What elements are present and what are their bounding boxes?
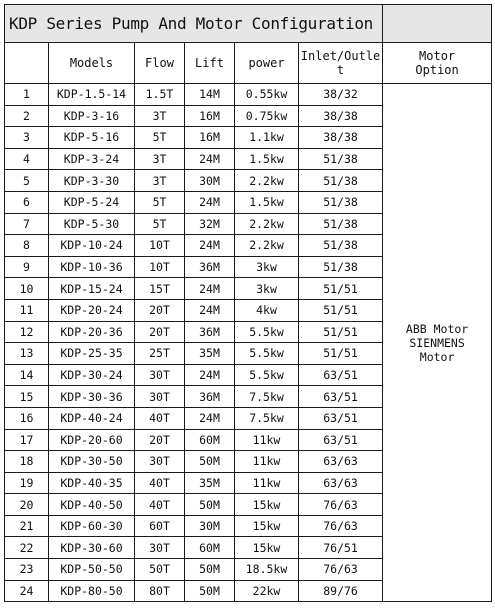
- cell-no: 17: [5, 429, 49, 451]
- cell-no: 22: [5, 537, 49, 559]
- cell-no: 13: [5, 343, 49, 365]
- cell-power: 3kw: [235, 256, 299, 278]
- cell-model: KDP-3-24: [49, 148, 135, 170]
- cell-model: KDP-30-36: [49, 386, 135, 408]
- cell-power: 11kw: [235, 429, 299, 451]
- cell-lift: 35M: [185, 343, 235, 365]
- cell-flow: 30T: [135, 451, 185, 473]
- motor-option-line: ABB Motor: [405, 321, 469, 336]
- cell-lift: 24M: [185, 278, 235, 300]
- cell-inlet-outlet: 76/63: [299, 559, 383, 581]
- header-models: Models: [49, 43, 135, 84]
- cell-power: 5.5kw: [235, 321, 299, 343]
- cell-inlet-outlet: 51/38: [299, 148, 383, 170]
- cell-model: KDP-60-30: [49, 515, 135, 537]
- cell-inlet-outlet: 76/63: [299, 494, 383, 516]
- cell-no: 15: [5, 386, 49, 408]
- cell-power: 7.5kw: [235, 386, 299, 408]
- cell-lift: 50M: [185, 580, 235, 602]
- cell-model: KDP-5-16: [49, 127, 135, 149]
- cell-flow: 5T: [135, 127, 185, 149]
- cell-power: 2.2kw: [235, 170, 299, 192]
- cell-power: 3kw: [235, 278, 299, 300]
- cell-flow: 50T: [135, 559, 185, 581]
- cell-no: 3: [5, 127, 49, 149]
- cell-flow: 30T: [135, 364, 185, 386]
- cell-lift: 24M: [185, 235, 235, 257]
- cell-flow: 5T: [135, 213, 185, 235]
- cell-power: 1.5kw: [235, 148, 299, 170]
- cell-lift: 36M: [185, 321, 235, 343]
- cell-inlet-outlet: 38/32: [299, 84, 383, 106]
- cell-inlet-outlet: 51/51: [299, 321, 383, 343]
- cell-inlet-outlet: 63/51: [299, 364, 383, 386]
- cell-no: 6: [5, 191, 49, 213]
- cell-flow: 80T: [135, 580, 185, 602]
- cell-inlet-outlet: 89/76: [299, 580, 383, 602]
- cell-lift: 24M: [185, 364, 235, 386]
- cell-power: 2.2kw: [235, 213, 299, 235]
- title-row: [5, 5, 492, 43]
- cell-no: 18: [5, 451, 49, 473]
- cell-lift: 35M: [185, 472, 235, 494]
- cell-model: KDP-30-60: [49, 537, 135, 559]
- cell-power: 5.5kw: [235, 364, 299, 386]
- cell-no: 16: [5, 407, 49, 429]
- cell-model: KDP-3-16: [49, 105, 135, 127]
- cell-lift: 24M: [185, 191, 235, 213]
- cell-model: KDP-80-50: [49, 580, 135, 602]
- cell-flow: 1.5T: [135, 84, 185, 106]
- motor-option-cell: [383, 84, 492, 602]
- cell-power: 15kw: [235, 515, 299, 537]
- cell-lift: 30M: [185, 515, 235, 537]
- header-no: [5, 43, 49, 84]
- cell-model: KDP-15-24: [49, 278, 135, 300]
- cell-flow: 30T: [135, 537, 185, 559]
- cell-inlet-outlet: 63/51: [299, 429, 383, 451]
- cell-inlet-outlet: 63/63: [299, 472, 383, 494]
- cell-lift: 24M: [185, 148, 235, 170]
- cell-model: KDP-20-36: [49, 321, 135, 343]
- cell-flow: 10T: [135, 235, 185, 257]
- motor-option-line: SIENMENS: [409, 335, 465, 350]
- cell-no: 11: [5, 299, 49, 321]
- cell-power: 15kw: [235, 494, 299, 516]
- header-lift: Lift: [185, 43, 235, 84]
- cell-model: KDP-20-24: [49, 299, 135, 321]
- header-power: power: [235, 43, 299, 84]
- cell-power: 18.5kw: [235, 559, 299, 581]
- cell-no: 23: [5, 559, 49, 581]
- cell-model: KDP-25-35: [49, 343, 135, 365]
- cell-model: KDP-30-24: [49, 364, 135, 386]
- cell-no: 19: [5, 472, 49, 494]
- cell-power: 11kw: [235, 451, 299, 473]
- cell-lift: 50M: [185, 451, 235, 473]
- cell-lift: 50M: [185, 559, 235, 581]
- cell-no: 24: [5, 580, 49, 602]
- cell-power: 5.5kw: [235, 343, 299, 365]
- cell-no: 12: [5, 321, 49, 343]
- motor-option-line: Motor: [419, 349, 455, 364]
- cell-flow: 10T: [135, 256, 185, 278]
- cell-power: 4kw: [235, 299, 299, 321]
- table-title: KDP Series Pump And Motor Configuration: [5, 5, 383, 43]
- cell-model: KDP-1.5-14: [49, 84, 135, 106]
- cell-inlet-outlet: 51/38: [299, 191, 383, 213]
- cell-flow: 60T: [135, 515, 185, 537]
- cell-lift: 60M: [185, 537, 235, 559]
- table-row: [5, 84, 492, 106]
- cell-model: KDP-5-30: [49, 213, 135, 235]
- cell-inlet-outlet: 63/63: [299, 451, 383, 473]
- cell-model: KDP-10-36: [49, 256, 135, 278]
- cell-inlet-outlet: 51/38: [299, 213, 383, 235]
- title-blank-cell: [383, 5, 492, 43]
- cell-inlet-outlet: 51/38: [299, 235, 383, 257]
- cell-no: 10: [5, 278, 49, 300]
- cell-inlet-outlet: 51/38: [299, 170, 383, 192]
- header-inlet-outlet: Inlet/Outlet: [299, 43, 383, 84]
- cell-flow: 5T: [135, 191, 185, 213]
- pump-configuration-table: [4, 4, 492, 602]
- cell-inlet-outlet: 76/51: [299, 537, 383, 559]
- cell-model: KDP-40-35: [49, 472, 135, 494]
- cell-lift: 14M: [185, 84, 235, 106]
- cell-lift: 30M: [185, 170, 235, 192]
- cell-lift: 16M: [185, 105, 235, 127]
- cell-model: KDP-30-50: [49, 451, 135, 473]
- cell-power: 7.5kw: [235, 407, 299, 429]
- cell-power: 22kw: [235, 580, 299, 602]
- cell-model: KDP-40-50: [49, 494, 135, 516]
- cell-flow: 3T: [135, 105, 185, 127]
- cell-flow: 20T: [135, 299, 185, 321]
- cell-model: KDP-10-24: [49, 235, 135, 257]
- cell-inlet-outlet: 38/38: [299, 105, 383, 127]
- cell-flow: 40T: [135, 494, 185, 516]
- cell-inlet-outlet: 51/51: [299, 343, 383, 365]
- cell-lift: 50M: [185, 494, 235, 516]
- cell-flow: 3T: [135, 148, 185, 170]
- cell-power: 2.2kw: [235, 235, 299, 257]
- cell-no: 9: [5, 256, 49, 278]
- header-row: [5, 43, 492, 84]
- cell-lift: 16M: [185, 127, 235, 149]
- cell-model: KDP-40-24: [49, 407, 135, 429]
- cell-no: 14: [5, 364, 49, 386]
- header-flow: Flow: [135, 43, 185, 84]
- cell-flow: 20T: [135, 321, 185, 343]
- cell-no: 1: [5, 84, 49, 106]
- cell-model: KDP-50-50: [49, 559, 135, 581]
- cell-inlet-outlet: 51/38: [299, 256, 383, 278]
- cell-no: 4: [5, 148, 49, 170]
- cell-lift: 24M: [185, 407, 235, 429]
- cell-flow: 20T: [135, 429, 185, 451]
- header-motor-option: Motor Option: [383, 43, 492, 84]
- cell-no: 5: [5, 170, 49, 192]
- cell-power: 1.5kw: [235, 191, 299, 213]
- cell-inlet-outlet: 51/51: [299, 299, 383, 321]
- cell-flow: 40T: [135, 407, 185, 429]
- cell-flow: 40T: [135, 472, 185, 494]
- cell-inlet-outlet: 38/38: [299, 127, 383, 149]
- cell-power: 0.55kw: [235, 84, 299, 106]
- cell-lift: 60M: [185, 429, 235, 451]
- cell-inlet-outlet: 51/51: [299, 278, 383, 300]
- cell-flow: 15T: [135, 278, 185, 300]
- cell-flow: 25T: [135, 343, 185, 365]
- cell-lift: 36M: [185, 256, 235, 278]
- cell-no: 7: [5, 213, 49, 235]
- cell-inlet-outlet: 63/51: [299, 407, 383, 429]
- cell-power: 11kw: [235, 472, 299, 494]
- cell-lift: 24M: [185, 299, 235, 321]
- cell-flow: 30T: [135, 386, 185, 408]
- cell-model: KDP-5-24: [49, 191, 135, 213]
- cell-no: 8: [5, 235, 49, 257]
- cell-power: 1.1kw: [235, 127, 299, 149]
- cell-inlet-outlet: 76/63: [299, 515, 383, 537]
- cell-inlet-outlet: 63/51: [299, 386, 383, 408]
- cell-no: 20: [5, 494, 49, 516]
- cell-lift: 36M: [185, 386, 235, 408]
- cell-model: KDP-3-30: [49, 170, 135, 192]
- cell-flow: 3T: [135, 170, 185, 192]
- cell-no: 2: [5, 105, 49, 127]
- cell-no: 21: [5, 515, 49, 537]
- cell-model: KDP-20-60: [49, 429, 135, 451]
- cell-power: 15kw: [235, 537, 299, 559]
- cell-lift: 32M: [185, 213, 235, 235]
- cell-power: 0.75kw: [235, 105, 299, 127]
